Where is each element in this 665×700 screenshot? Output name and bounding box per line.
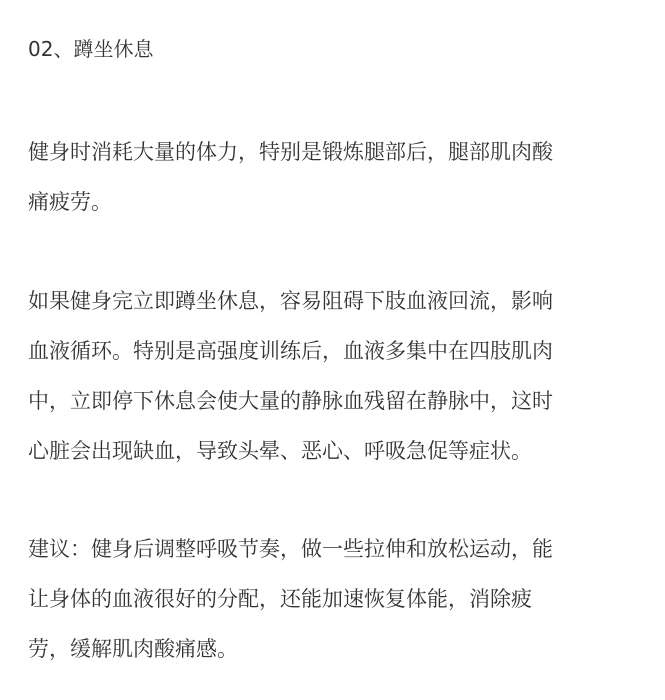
paragraph-line: 中，立即停下休息会使大量的静脉血残留在静脉中，这时 [28, 389, 553, 413]
paragraph-line: 血液循环。特别是高强度训练后，血液多集中在四肢肌肉 [28, 339, 553, 363]
paragraph-line: 让身体的血液很好的分配，还能加速恢复体能，消除疲 [28, 587, 532, 611]
paragraph-line: 痛疲劳。 [28, 190, 112, 214]
paragraph-line: 劳，缓解肌肉酸痛感。 [28, 637, 238, 661]
section-title: 02、蹲坐休息 [28, 37, 154, 61]
paragraph-circulation [28, 276, 648, 476]
paragraph-line: 如果健身完立即蹲坐休息，容易阻碍下肢血液回流，影响 [28, 289, 553, 313]
paragraph-line: 建议：健身后调整呼吸节奏，做一些拉伸和放松运动，能 [28, 537, 553, 561]
paragraph-line: 健身时消耗大量的体力，特别是锻炼腿部后，腿部肌肉酸 [28, 140, 553, 164]
paragraph-line: 心脏会出现缺血，导致头晕、恶心、呼吸急促等症状。 [28, 439, 532, 463]
paragraph-advice [28, 524, 648, 674]
paragraph-fatigue [28, 127, 648, 227]
